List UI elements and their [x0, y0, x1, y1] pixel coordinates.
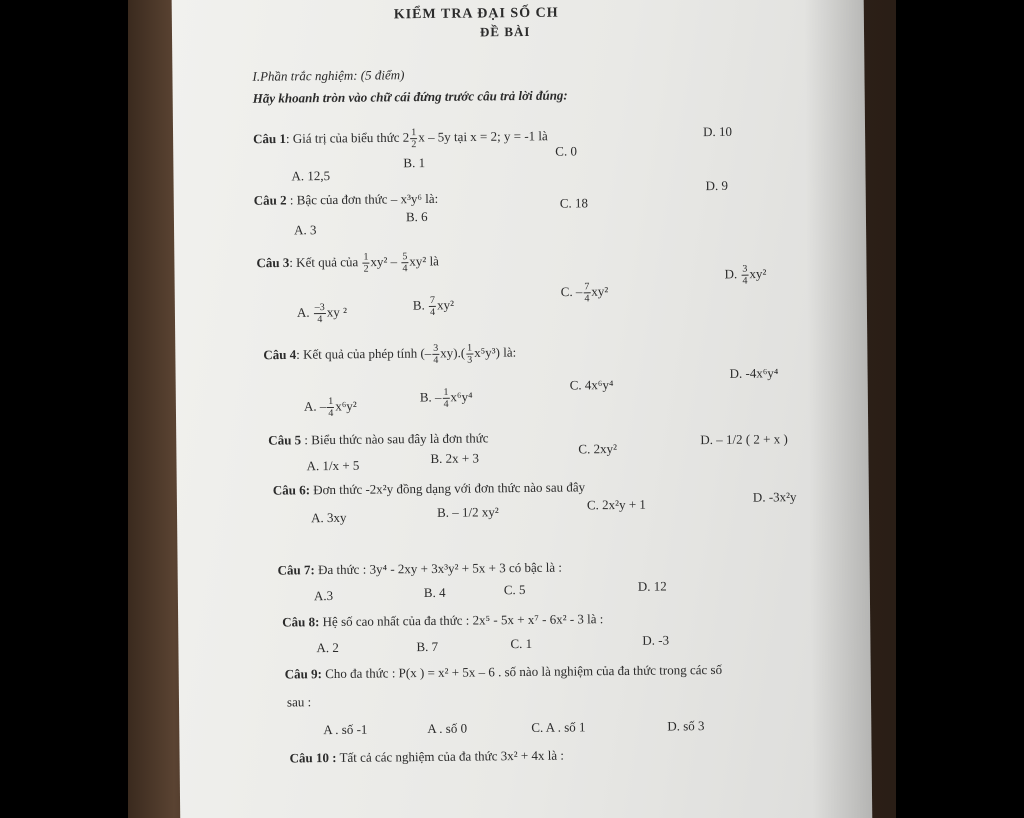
q8-option-a: A. 2: [316, 639, 339, 656]
q7-option-a: A.3: [313, 587, 334, 604]
q5-option-d: D. – 1/2 ( 2 + x ): [700, 431, 788, 448]
question-3: [256, 251, 439, 276]
q8-option-b: B. 7: [416, 638, 439, 655]
question-text: Đơn thức -2x²y đồng dạng với đơn thức nào sau đây: [309, 479, 586, 498]
question-label: Câu 10 :: [289, 749, 337, 766]
q4-option-b: B. – $\frac{1}{4}$ x⁶y⁴: [419, 386, 473, 410]
q2-option-d: D. 9: [705, 177, 729, 194]
question-text: : Kết quả của: [289, 254, 359, 270]
q4-option-a: A. – $\frac{1}{4}$ x⁶y²: [303, 395, 357, 420]
question-2: [254, 191, 439, 209]
q5-option-c: C. 2xy²: [578, 441, 618, 457]
question-label: Câu 3: [256, 254, 290, 271]
q9-option-d: D. số 3: [667, 718, 705, 734]
question-label: Câu 7:: [277, 562, 315, 578]
exam-subtitle: ĐỀ BÀI: [479, 23, 531, 40]
q6-option-d: D. -3x²y: [752, 489, 797, 505]
section-instruction: Hãy khoanh tròn vào chữ cái đứng trước câu trả lời đúng:: [252, 87, 568, 106]
fraction: $\frac{5}{4}$: [402, 251, 408, 275]
question-label: Câu 1: [253, 130, 287, 147]
q6-option-a: A. 3xy: [310, 509, 347, 526]
fraction: $\frac{1}{3}$: [467, 342, 473, 366]
q2-option-a: A. 3: [293, 222, 317, 238]
q3-option-d: D. $\frac{3}{4}$ xy²: [724, 263, 767, 287]
q7-option-d: D. 12: [637, 578, 667, 594]
q3-option-c: C. – $\frac{7}{4}$ xy²: [560, 281, 609, 305]
q8-option-c: C. 1: [510, 635, 533, 652]
q9-option-c: C. A . số 1: [531, 719, 586, 735]
question-text: xy).(: [440, 345, 466, 361]
q3-option-a: A. $\frac{-3}{4}$ xy ²: [296, 302, 348, 326]
q9-option-b: A . số 0: [427, 720, 468, 737]
question-text: Tất cả các nghiệm của đa thức 3x² + 4x là :: [336, 747, 565, 765]
q1-option-d: D. 10: [702, 123, 733, 140]
question-label: Câu 4: [263, 346, 297, 363]
question-text: : Giá trị của biểu thức 2: [285, 129, 410, 146]
fraction: $\frac{1}{2}$: [363, 251, 369, 275]
q6-option-b: B. – 1/2 xy²: [436, 504, 499, 520]
q1-option-a: A. 12,5: [291, 167, 331, 184]
question-text: Cho đa thức : P(x ) = x² + 5x – 6 . số nào là nghiệm của đa thức trong các số: [321, 661, 723, 682]
q6-option-c: C. 2x²y + 1: [586, 496, 646, 513]
q7-option-c: C. 5: [503, 581, 526, 598]
question-text: x⁵y³) là:: [474, 344, 517, 360]
paper-shadow: [804, 0, 873, 818]
question-5: [268, 430, 488, 448]
q5-option-b: B. 2x + 3: [430, 450, 480, 466]
question-4: [263, 342, 516, 368]
question-label: Câu 2: [253, 192, 287, 208]
question-10: [290, 748, 565, 767]
exam-paper: [172, 0, 873, 818]
q2-option-c: C. 18: [559, 195, 589, 211]
q9-option-a: A . số -1: [323, 721, 368, 738]
question-8: [282, 611, 603, 630]
q9-text-continued: sau :: [286, 694, 312, 710]
q1-option-c: C. 0: [555, 143, 577, 159]
question-1: [253, 126, 548, 152]
question-text: xy² –: [370, 253, 398, 270]
question-text: : Kết quả của phép tính (–: [296, 345, 432, 362]
q1-option-b: B. 1: [403, 155, 426, 171]
q4-option-c: C. 4x⁶y⁴: [569, 377, 614, 393]
section-title: I.Phần trắc nghiệm: (5 điểm): [252, 67, 405, 84]
q8-option-d: D. -3: [642, 632, 670, 648]
question-label: Câu 8:: [282, 614, 320, 630]
question-text: : Bậc của đơn thức – x³y⁶ là:: [286, 190, 439, 208]
fraction: $\frac{1}{2}$: [411, 127, 417, 151]
question-9: [285, 662, 723, 683]
question-6: [273, 479, 585, 498]
photo-background: [128, 0, 896, 818]
q7-option-b: B. 4: [423, 584, 446, 601]
q4-option-d: D. -4x⁶y⁴: [729, 365, 779, 381]
question-label: Câu 9:: [284, 666, 322, 682]
q2-option-b: B. 6: [405, 208, 428, 225]
question-text: x – 5y tại x = 2; y = -1 là: [418, 128, 548, 145]
q5-option-a: A. 1/x + 5: [306, 457, 360, 474]
question-label: Câu 5: [268, 432, 302, 448]
question-label: Câu 6:: [272, 482, 311, 498]
question-text: : Biểu thức nào sau đây là đơn thức: [301, 430, 489, 448]
question-text: Đa thức : 3y⁴ - 2xy + 3x³y² + 5x + 3 có bậc là :: [314, 559, 563, 578]
q3-option-b: B. $\frac{7}{4}$ xy²: [412, 294, 455, 318]
fraction: $\frac{3}{4}$: [433, 342, 439, 366]
question-text: Hệ số cao nhất của đa thức : 2x⁵ - 5x + x⁷ - 6x² - 3 là :: [319, 611, 604, 630]
exam-title: KIỂM TRA ĐẠI SỐ CH: [393, 5, 559, 23]
question-text: xy² là: [409, 253, 439, 269]
question-7: [278, 560, 563, 579]
